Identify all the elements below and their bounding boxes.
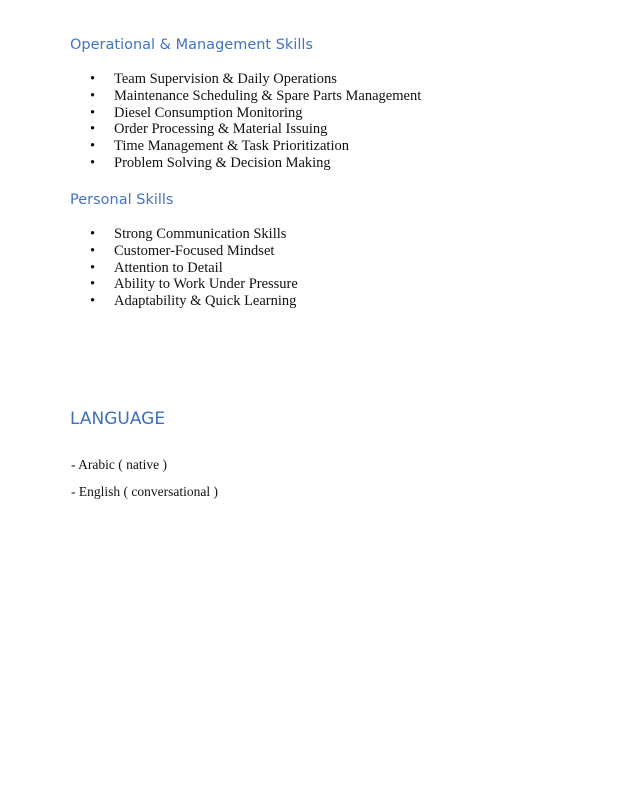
skill-label: Order Processing & Material Issuing [114,121,328,138]
skill-label: Adaptability & Quick Learning [114,293,297,310]
list-item [86,88,421,105]
operational-skills-heading: Operational & Management Skills [70,37,313,53]
skill-label: Maintenance Scheduling & Spare Parts Management [114,87,422,104]
list-item [86,243,298,260]
language-arabic: - Arabic ( native ) [71,457,167,472]
language-english: - English ( conversational ) [71,484,218,499]
language-heading: LANGUAGE [70,409,166,429]
skill-label: Team Supervision & Daily Operations [114,71,337,87]
bullet-icon: • [90,226,96,242]
personal-skills-list [86,226,298,310]
bullet-icon: • [90,138,96,155]
bullet-icon: • [90,121,96,138]
skill-label: Diesel Consumption Monitoring [114,104,303,121]
list-item [86,71,421,88]
skill-label: Ability to Work Under Pressure [114,276,298,293]
bullet-icon: • [90,154,96,171]
bullet-icon: • [90,242,96,259]
list-item [86,276,298,293]
list-item [86,293,298,310]
list-item [86,155,421,172]
list-item [86,105,421,122]
list-item [86,138,421,155]
list-item [86,260,298,277]
bullet-icon: • [90,104,96,121]
skill-label: Strong Communication Skills [114,226,287,242]
bullet-icon: • [90,276,96,293]
personal-skills-heading: Personal Skills [70,192,174,208]
skill-label: Attention to Detail [114,259,223,276]
bullet-icon: • [90,259,96,276]
list-item [86,226,298,243]
skill-label: Customer-Focused Mindset [114,242,275,259]
bullet-icon: • [90,71,96,87]
list-item [86,121,421,138]
skill-label: Time Management & Task Prioritization [114,138,349,155]
skill-label: Problem Solving & Decision Making [114,154,331,171]
operational-skills-list [86,71,421,172]
bullet-icon: • [90,293,96,310]
bullet-icon: • [90,87,96,104]
